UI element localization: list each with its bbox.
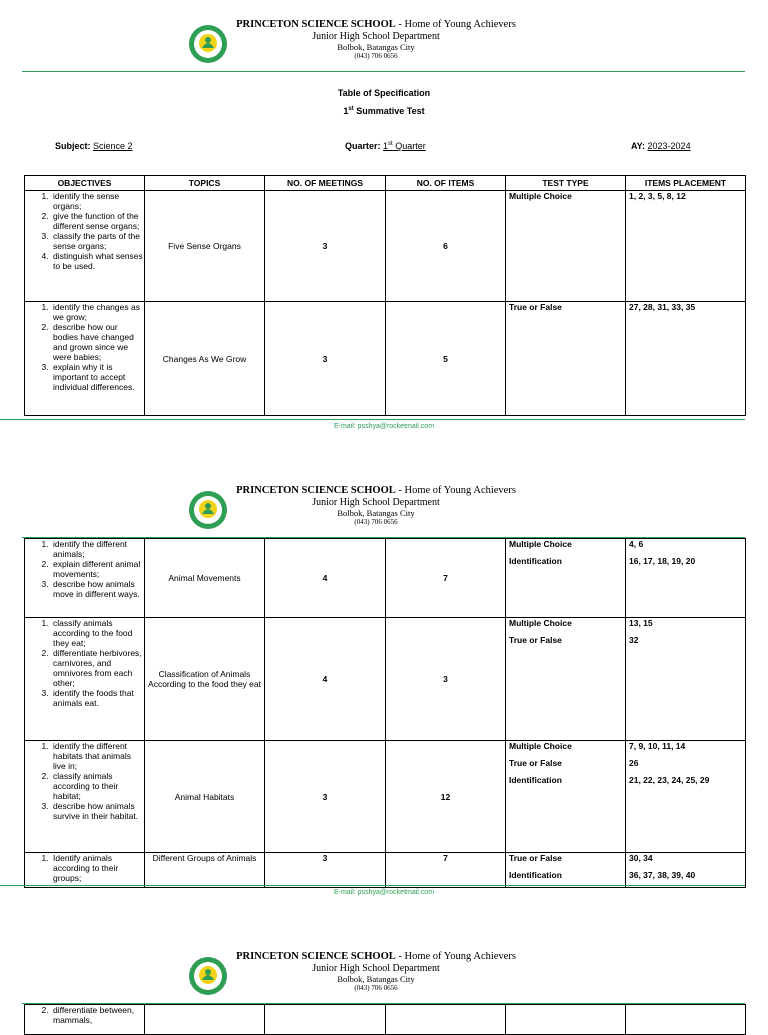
topic-cell: Changes As We Grow (145, 302, 265, 416)
objective: 2. differentiate between, mammals, (51, 1005, 144, 1025)
school-address: Bolbok, Batangas City (337, 42, 415, 52)
header-items: NO. OF ITEMS (386, 176, 506, 191)
objective: 1. identify the different habitats that animals live in; (51, 741, 144, 771)
test-type: Multiple Choice (509, 741, 572, 751)
objective: 3. describe how animals move in different ways. (51, 579, 144, 599)
test-type: True or False (509, 853, 562, 863)
objective: 2. describe how our bodies have changed and grown since we were babies; (51, 322, 144, 362)
items-cell: 7 (386, 853, 506, 888)
objective: 1. identify the changes as we grow; (51, 302, 144, 322)
items-placement: 13, 15 (629, 618, 653, 628)
doc-title: Table of Specification (337, 88, 431, 98)
header-topics: TOPICS (145, 176, 265, 191)
meetings-cell: 4 (265, 618, 386, 741)
meetings-cell: 4 (265, 539, 386, 618)
school-phone: (043) 706 0656 (354, 52, 398, 60)
school-logo (188, 24, 228, 64)
test-type: Multiple Choice (509, 618, 572, 628)
meetings-cell: 3 (265, 853, 386, 888)
school-name: PRINCETON SCIENCE SCHOOL (236, 19, 396, 30)
topic-cell: Animal Movements (145, 539, 265, 618)
topic-cell: Classification of Animals According to the food they eat (145, 618, 265, 741)
school-name: PRINCETON SCIENCE SCHOOL (236, 485, 396, 496)
objective: 2. explain different animal movements; (51, 559, 144, 579)
school-department: Junior High School Department (312, 31, 440, 42)
items-cell: 3 (386, 618, 506, 741)
test-title: 1st Summative Test (343, 106, 425, 116)
objective: 1. Identify animals according to their groups; (51, 853, 144, 883)
school-name: PRINCETON SCIENCE SCHOOL (236, 951, 396, 962)
objective: 1. identify the different animals; (51, 539, 144, 559)
objective: 2. differentiate herbivores, carnivores, and omnivores from each other; (51, 648, 144, 688)
footer-email: E-mail: psshya@rocketmail.com (333, 889, 435, 896)
test-type: Multiple Choice (509, 539, 572, 549)
meetings-cell: 3 (265, 191, 386, 302)
school-phone: (043) 706 0656 (354, 984, 398, 992)
items-placement: 21, 22, 23, 24, 25, 29 (629, 775, 710, 785)
ay-field: AY: 2023-2024 (631, 141, 691, 151)
items-placement: 16, 17, 18, 19, 20 (629, 556, 696, 566)
objective: 1. identify the sense organs; (51, 191, 144, 211)
objective: 3. classify the parts of the sense organs; (51, 231, 144, 251)
objective: 2. give the function of the different sense organs; (51, 211, 144, 231)
test-type: True or False (509, 302, 562, 312)
table-row (25, 741, 746, 853)
school-tagline: - Home of Young Achievers (395, 951, 516, 962)
school-phone: (043) 706 0656 (354, 518, 398, 526)
header-items-placement: ITEMS PLACEMENT (626, 176, 746, 191)
header-test-type: TEST TYPE (506, 176, 626, 191)
header-meetings: NO. OF MEETINGS (265, 176, 386, 191)
spec-table-page1 (24, 175, 746, 416)
items-cell: 12 (386, 741, 506, 853)
objective: 2. classify animals according to their habitat; (51, 771, 144, 801)
items-cell: 7 (386, 539, 506, 618)
meetings-cell: 3 (265, 302, 386, 416)
items-placement: 30, 34 (629, 853, 653, 863)
footer-email: E-mail: psshya@rocketmail.com (333, 423, 435, 430)
items-placement: 7, 9, 10, 11, 14 (629, 741, 686, 751)
footer-divider (0, 885, 745, 886)
test-type: Identification (509, 556, 562, 566)
objective: 3. describe how animals survive in their habitat. (51, 801, 144, 821)
footer-divider (0, 419, 745, 420)
items-placement: 26 (629, 758, 639, 768)
items-placement: 4, 6 (629, 539, 644, 549)
meetings-cell: 3 (265, 741, 386, 853)
table-row (25, 539, 746, 618)
topic-cell: Different Groups of Animals (145, 853, 265, 888)
school-logo (188, 956, 228, 996)
header-divider (22, 71, 745, 72)
school-address: Bolbok, Batangas City (337, 974, 415, 984)
objective: 1. classify animals according to the food they eat; (51, 618, 144, 648)
school-tagline: - Home of Young Achievers (395, 19, 516, 30)
school-logo (188, 490, 228, 530)
test-type: Multiple Choice (509, 191, 572, 201)
test-type: True or False (509, 635, 562, 645)
objective: 3. identify the foods that animals eat. (51, 688, 144, 708)
subject-field: Subject: Science 2 (55, 141, 133, 151)
spec-table-page3 (24, 1004, 746, 1035)
test-type: Identification (509, 870, 562, 880)
topic-cell: Five Sense Organs (145, 191, 265, 302)
school-address: Bolbok, Batangas City (337, 508, 415, 518)
topic-cell: Animal Habitats (145, 741, 265, 853)
table-row (25, 191, 746, 302)
spec-table-page2 (24, 538, 746, 888)
test-type: Identification (509, 775, 562, 785)
test-type: True or False (509, 758, 562, 768)
table-header-row (25, 176, 746, 191)
table-row (25, 1005, 746, 1035)
items-placement: 27, 28, 31, 33, 35 (629, 302, 696, 312)
table-row (25, 853, 746, 888)
header-objectives: OBJECTIVES (25, 176, 145, 191)
table-row (25, 618, 746, 741)
items-placement: 32 (629, 635, 639, 645)
school-department: Junior High School Department (312, 963, 440, 974)
items-placement: 36, 37, 38, 39, 40 (629, 870, 696, 880)
items-placement: 1, 2, 3, 5, 8, 12 (629, 191, 686, 201)
items-cell: 6 (386, 191, 506, 302)
page-header (0, 18, 768, 88)
objective: 3. explain why it is important to accept individual differences. (51, 362, 144, 392)
table-row (25, 302, 746, 416)
school-tagline: - Home of Young Achievers (395, 485, 516, 496)
items-cell: 5 (386, 302, 506, 416)
objective: 4. distinguish what senses to be used. (51, 251, 144, 271)
school-department: Junior High School Department (312, 497, 440, 508)
quarter-field: Quarter: 1st Quarter (345, 141, 426, 151)
